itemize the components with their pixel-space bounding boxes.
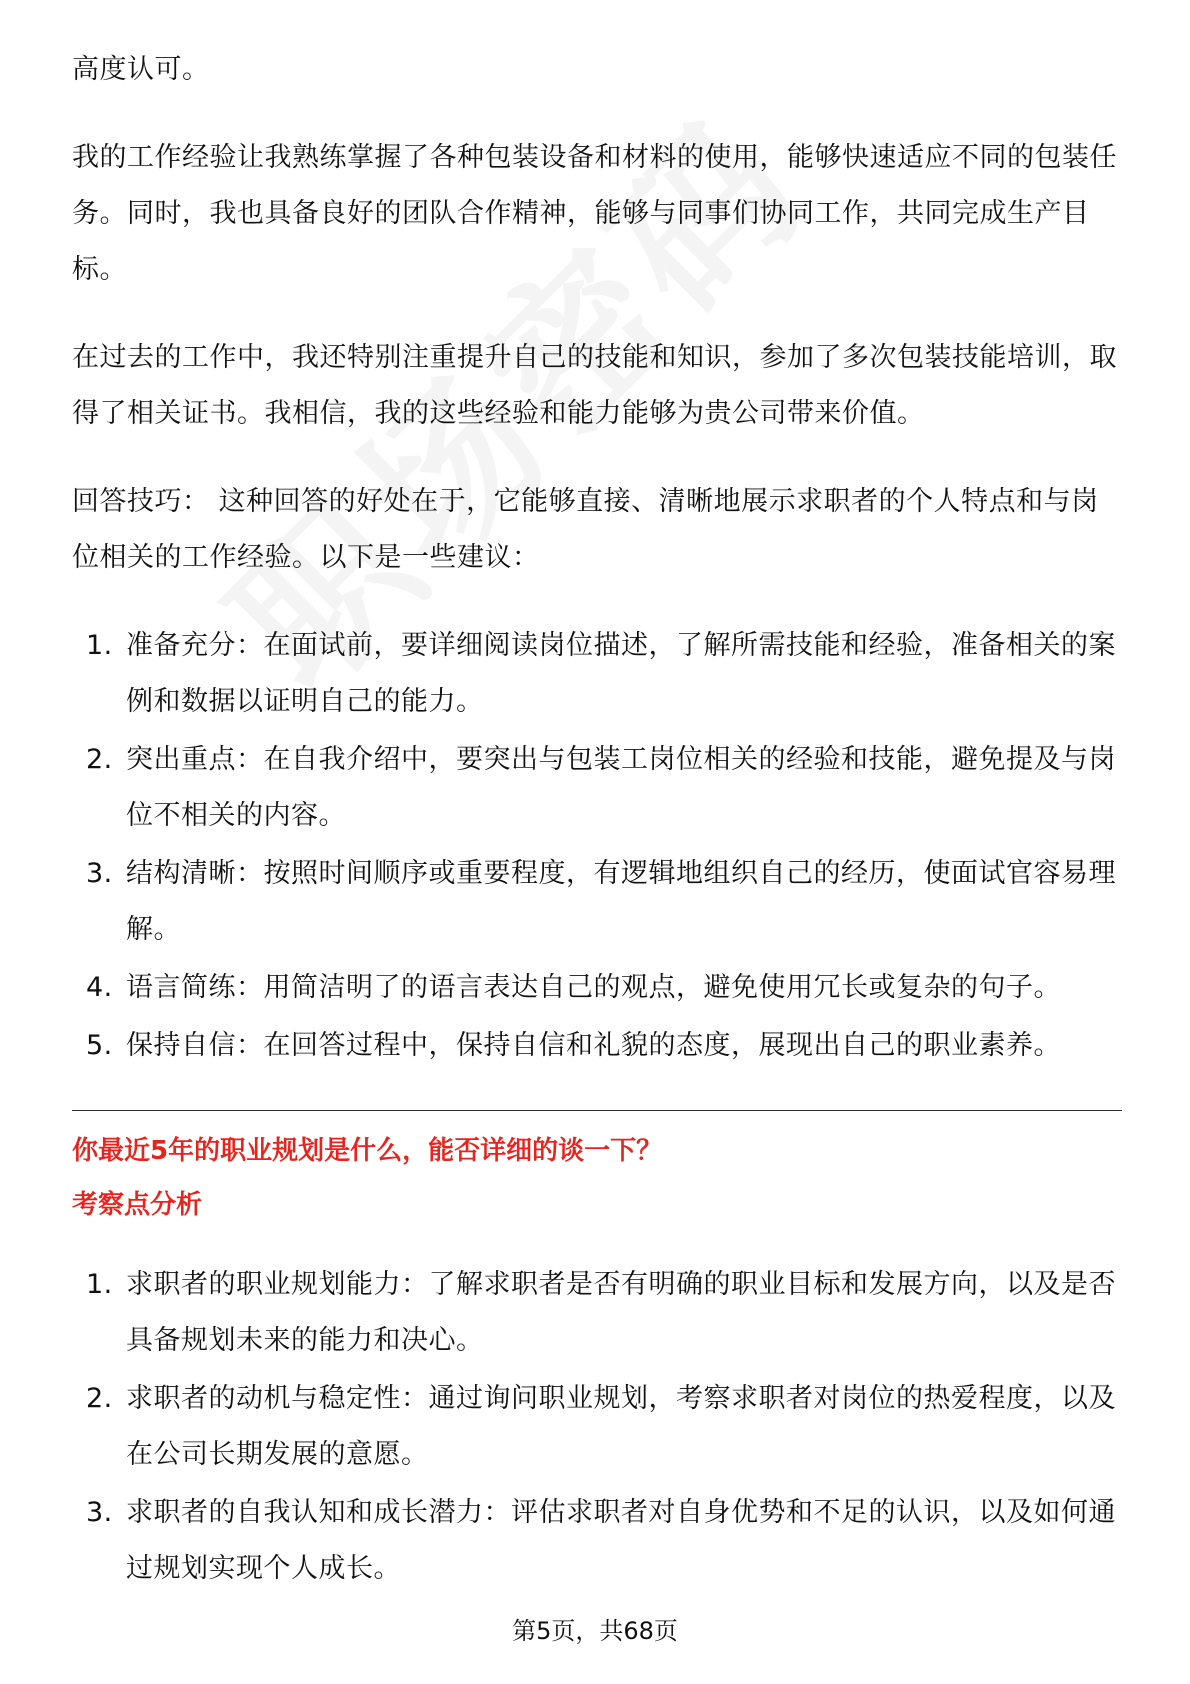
list-item <box>72 732 1122 844</box>
list-item-text: 求职者的职业规划能力：了解求职者是否有明确的职业目标和发展方向，以及是否具备规划未来的能力和决心。 <box>126 1269 1116 1356</box>
list-item <box>72 1371 1122 1483</box>
page-content <box>72 42 1122 1599</box>
list-item-text: 求职者的自我认知和成长潜力：评估求职者对自身优势和不足的认识，以及如何通过规划实现个人成长。 <box>126 1497 1116 1584</box>
list-item-number: 4. <box>86 972 113 1003</box>
paragraph-experience: 我的工作经验让我熟练掌握了各种包装设备和材料的使用，能够快速适应不同的包装任务。同时，我也具备良好的团队合作精神，能够与同事们协同工作，共同完成生产目标。 <box>72 142 1117 285</box>
list-item-number: 1. <box>86 630 113 661</box>
question-heading: 你最近5年的职业规划是什么，能否详细的谈一下？ <box>72 1136 663 1166</box>
list-item-text: 结构清晰：按照时间顺序或重要程度，有逻辑地组织自己的经历，使面试官容易理解。 <box>126 858 1116 945</box>
list-item-number: 1. <box>86 1269 113 1300</box>
list-item <box>72 1018 1122 1074</box>
list-item-number: 3. <box>86 858 113 889</box>
spacer <box>72 586 1122 618</box>
analysis-heading: 考察点分析 <box>72 1190 203 1220</box>
list-item-text: 求职者的动机与稳定性：通过询问职业规划，考察求职者对岗位的热爱程度，以及在公司长期发展的意愿。 <box>126 1383 1116 1470</box>
list-item-text: 突出重点：在自我介绍中，要突出与包装工岗位相关的经验和技能，避免提及与岗位不相关的内容。 <box>126 744 1116 831</box>
analysis-list <box>72 1257 1122 1597</box>
list-item-text: 语言简练：用简洁明了的语言表达自己的观点，避免使用冗长或复杂的句子。 <box>126 972 1061 1003</box>
paragraph-training: 在过去的工作中，我还特别注重提升自己的技能和知识，参加了多次包装技能培训，取得了相关证书。我相信，我的这些经验和能力能够为贵公司带来价值。 <box>72 342 1117 429</box>
spacer <box>72 1225 1122 1257</box>
list-item-text: 保持自信：在回答过程中，保持自信和礼貌的态度，展现出自己的职业素养。 <box>126 1030 1061 1061</box>
list-item <box>72 1257 1122 1369</box>
list-item-number: 3. <box>86 1497 113 1528</box>
list-item-number: 5. <box>86 1030 113 1061</box>
list-item <box>72 960 1122 1016</box>
list-item-number: 2. <box>86 1383 113 1414</box>
paragraph-answer-tips: 回答技巧： 这种回答的好处在于，它能够直接、清晰地展示求职者的个人特点和与岗位相关的工作经验。以下是一些建议： <box>72 486 1099 573</box>
section-divider <box>72 1110 1122 1111</box>
paragraph-continuation: 高度认可。 <box>72 54 210 85</box>
list-item-number: 2. <box>86 744 113 775</box>
tips-list <box>72 618 1122 1074</box>
list-item <box>72 1485 1122 1597</box>
list-item <box>72 846 1122 958</box>
list-item <box>72 618 1122 730</box>
page-number: 第5页，共68页 <box>512 1617 678 1645</box>
list-item-text: 准备充分：在面试前，要详细阅读岗位描述，了解所需技能和经验，准备相关的案例和数据以证明自己的能力。 <box>126 630 1116 717</box>
